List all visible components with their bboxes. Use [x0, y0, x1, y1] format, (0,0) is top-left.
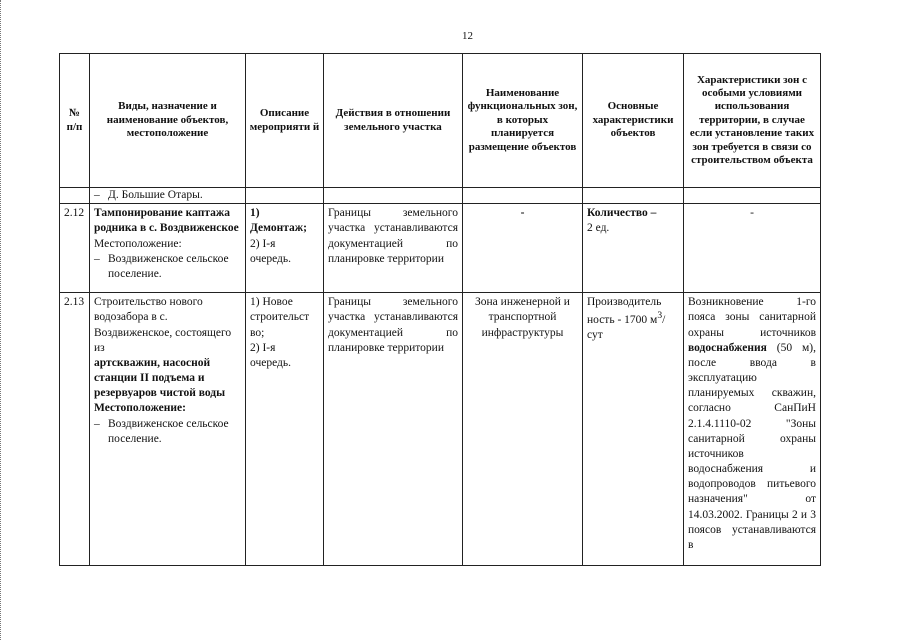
header-special-zones: Характеристики зон с особыми условиями использования территории, в случае если установление таких зон требуется в связи со строительством объекта: [684, 54, 821, 188]
desc-line-2: 2) I-я очередь.: [250, 341, 292, 369]
list-item: [94, 417, 241, 447]
cell-special-zones: -: [684, 204, 821, 293]
type-main: Тампонирование каптажа родника в с. Воздвиженское: [94, 207, 239, 235]
header-actions: Действия в отношении земельного участка: [324, 54, 463, 188]
location-value: Воздвиженское сельское поселение.: [108, 417, 229, 445]
cell-characteristics: [583, 204, 684, 293]
cell-num: 2.13: [60, 293, 90, 566]
char-superscript: 3: [657, 310, 663, 322]
desc-bold: 1) Демонтаж;: [250, 207, 307, 235]
page-edge-mark: [0, 0, 3, 640]
header-num: № п/п: [60, 54, 90, 188]
cell-actions: Границы земельного участка устанавливаются документацией по планировке территории: [324, 293, 463, 566]
dash-marker: –: [94, 189, 100, 201]
table-row-2-12: [60, 204, 821, 293]
page-number: 12: [462, 30, 473, 42]
cell-special-zones: [684, 293, 821, 566]
cell-type: [90, 293, 246, 566]
desc-rest: 2) I-я очередь.: [250, 237, 292, 265]
type-bold: артскважин, насосной станции II подъема и резервуаров чистой воды: [94, 356, 226, 400]
desc-line-1: 1) Новое строительст во;: [250, 296, 310, 339]
header-type: Виды, назначение и наименование объектов, местоположение: [90, 54, 246, 188]
cell-empty: [583, 188, 684, 204]
cell-empty: [684, 188, 821, 204]
cell-empty: [60, 188, 90, 204]
special-bold: водоснабжения: [688, 341, 767, 354]
header-zone-name: Наименование функциональных зон, в которых планируется размещение объектов: [463, 54, 583, 188]
char-bold: Количество –: [587, 207, 657, 220]
location-label: Местоположение:: [94, 237, 182, 250]
continuation-text: Д. Большие Отары.: [108, 189, 203, 201]
cell-continuation: [90, 188, 246, 204]
special-text-1: Возникновение 1-го пояса зоны санитарной охраны источников: [688, 296, 816, 339]
dash-marker: –: [94, 252, 100, 265]
location-value: Воздвиженское сельское поселение.: [108, 252, 229, 280]
char-unit: /сут: [587, 314, 666, 342]
cell-characteristics: [583, 293, 684, 566]
cell-zone-name: -: [463, 204, 583, 293]
special-zones-text: [688, 295, 816, 563]
cell-type: [90, 204, 246, 293]
cell-empty: [324, 188, 463, 204]
char-text: Производитель ность - 1700 м: [587, 296, 662, 327]
cell-num: 2.12: [60, 204, 90, 293]
special-text-2: (50 м), после ввода в эксплуатацию планируемых скважин, согласно СанПиН 2.1.4.1110-02 "Зоны санитарной охраны источников водоснабжения и водопроводов питьевого назначения" от 14.03.2002. Границы 2 и 3 поясов устанавливаются в: [688, 341, 816, 551]
cell-empty: [463, 188, 583, 204]
cell-empty: [246, 188, 324, 204]
list-item: [94, 252, 241, 282]
table-header-row: [60, 54, 821, 188]
location-label: Местоположение:: [94, 402, 186, 415]
list-item: [94, 188, 241, 203]
dash-marker: –: [94, 417, 100, 430]
header-characteristics: Основные характеристики объектов: [583, 54, 684, 188]
cell-desc: [246, 293, 324, 566]
cell-desc: [246, 204, 324, 293]
char-rest: 2 ед.: [587, 222, 610, 235]
cell-zone-name: Зона инженерной и транспортной инфраструктуры: [463, 293, 583, 566]
type-plain: Строительство нового водозабора в с. Воздвиженское, состоящего из: [94, 296, 232, 354]
table-row-continuation: [60, 188, 821, 204]
table-row-2-13: [60, 293, 821, 566]
objects-table: [59, 53, 821, 566]
cell-actions: Границы земельного участка устанавливаются документацией по планировке территории: [324, 204, 463, 293]
header-desc: Описание мероприяти й: [246, 54, 324, 188]
